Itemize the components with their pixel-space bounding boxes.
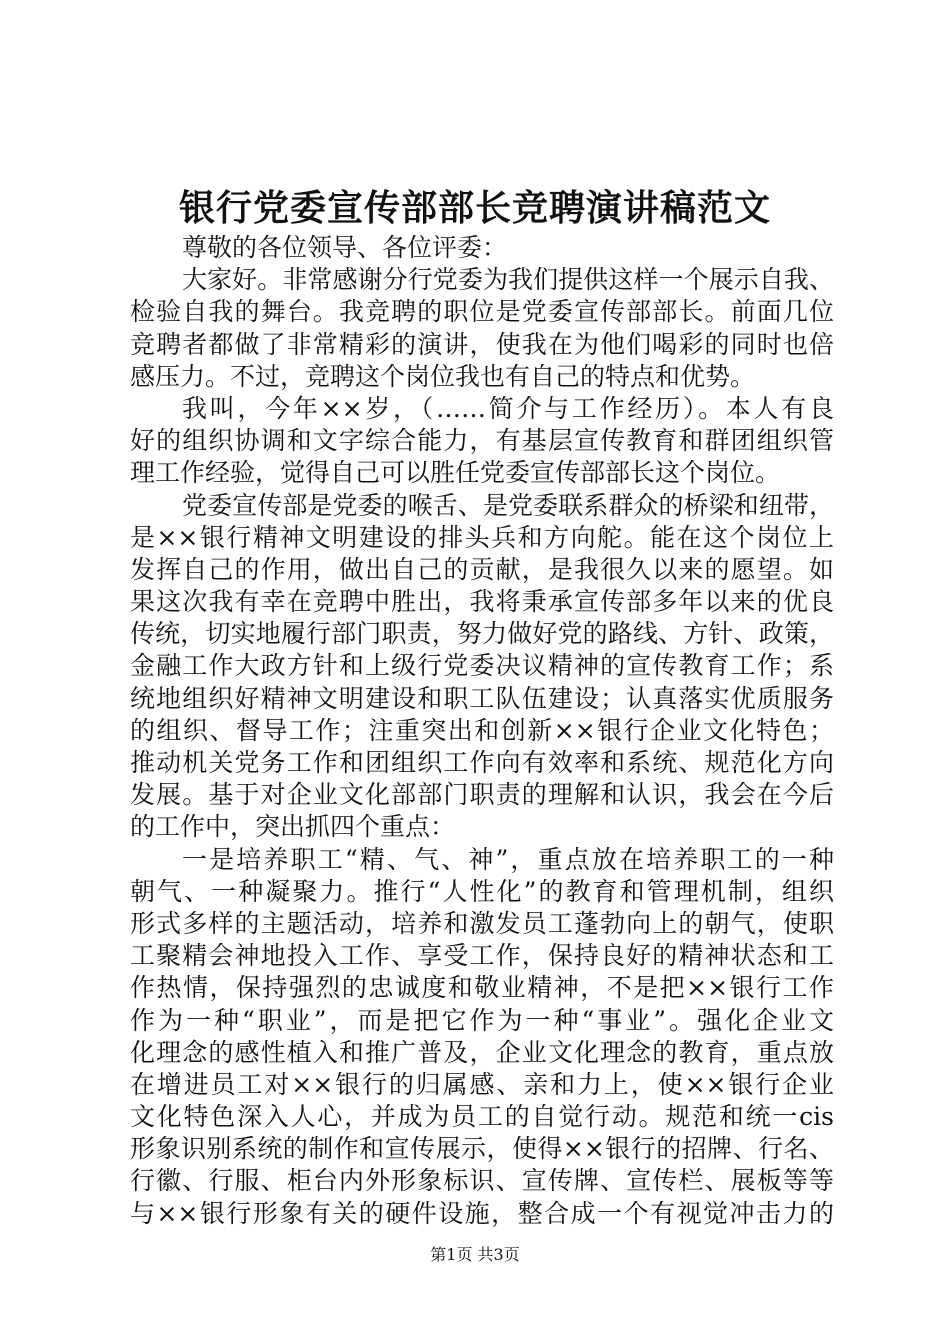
text-line: 推动机关党务工作和团组织工作向有效率和系统、规范化方向 xyxy=(130,748,834,777)
text-line: 金融工作大政方针和上级行党委决议精神的宣传教育工作；系 xyxy=(130,651,834,681)
text-line: 的工作中，突出抓四个重点： xyxy=(130,812,456,842)
text-line: 与××银行形象有关的硬件设施，整合成一个有视觉冲击力的 xyxy=(130,1198,834,1228)
text-line: 的组织、督导工作；注重突出和创新××银行企业文化特色； xyxy=(130,715,834,745)
text-line: 传统，切实地履行部门职责，努力做好党的路线、方针、政策， xyxy=(130,619,834,649)
text-line: 尊敬的各位领导、各位评委： xyxy=(182,233,508,262)
text-line: 朝气、一种凝聚力。推行“人性化”的教育和管理机制，组织 xyxy=(130,876,834,906)
text-line: 我叫，今年××岁，（……简介与工作经历）。本人有良 xyxy=(182,393,834,423)
text-line: 一是培养职工“精、气、神”，重点放在培养职工的一种 xyxy=(182,844,834,874)
text-line: 是××银行精神文明建设的排头兵和方向舵。能在这个岗位上 xyxy=(130,522,834,552)
text-line: 化理念的感性植入和推广普及，企业文化理念的教育，重点放 xyxy=(130,1037,834,1067)
text-line: 工聚精会神地投入工作、享受工作，保持良好的精神状态和工 xyxy=(130,941,834,971)
text-line: 大家好。非常感谢分行党委为我们提供这样一个展示自我、 xyxy=(182,265,834,295)
text-line: 形式多样的主题活动，培养和激发员工蓬勃向上的朝气，使职 xyxy=(130,908,834,938)
text-line: 感压力。不过，竞聘这个岗位我也有自己的特点和优势。 xyxy=(130,361,756,391)
text-line: 党委宣传部是党委的喉舌、是党委联系群众的桥梁和纽带， xyxy=(182,490,834,520)
text-line: 竞聘者都做了非常精彩的演讲，使我在为他们喝彩的同时也倍 xyxy=(130,329,834,359)
document-title: 银行党委宣传部部长竞聘演讲稿范文 xyxy=(178,187,771,229)
text-line: 行徽、行服、柜台内外形象标识、宣传牌、宣传栏、展板等等 xyxy=(130,1166,834,1196)
text-line: 作为一种“职业”，而是把它作为一种“事业”。强化企业文 xyxy=(130,1005,834,1035)
page-footer: 第1页 共3页 xyxy=(430,1245,520,1264)
text-line: 文化特色深入人心，并成为员工的自觉行动。规范和统一cis xyxy=(130,1102,834,1132)
text-line: 发挥自己的作用，做出自己的贡献，是我很久以来的愿望。如 xyxy=(130,554,834,584)
text-line: 好的组织协调和文字综合能力，有基层宣传教育和群团组织管 xyxy=(130,426,834,456)
text-line: 果这次我有幸在竞聘中胜出，我将秉承宣传部多年以来的优良 xyxy=(130,587,834,617)
text-line: 统地组织好精神文明建设和职工队伍建设；认真落实优质服务 xyxy=(130,683,834,713)
text-line: 作热情，保持强烈的忠诚度和敬业精神，不是把××银行工作 xyxy=(130,973,834,1003)
text-line: 形象识别系统的制作和宣传展示，使得××银行的招牌、行名、 xyxy=(130,1134,834,1164)
text-line: 在增进员工对××银行的归属感、亲和力上，使××银行企业 xyxy=(130,1069,834,1099)
text-line: 发展。基于对企业文化部部门职责的理解和认识，我会在今后 xyxy=(130,780,834,810)
text-line: 理工作经验，觉得自己可以胜任党委宣传部部长这个岗位。 xyxy=(130,458,781,488)
text-line: 检验自我的舞台。我竞聘的职位是党委宣传部部长。前面几位 xyxy=(130,297,834,327)
document-body xyxy=(130,232,834,1230)
